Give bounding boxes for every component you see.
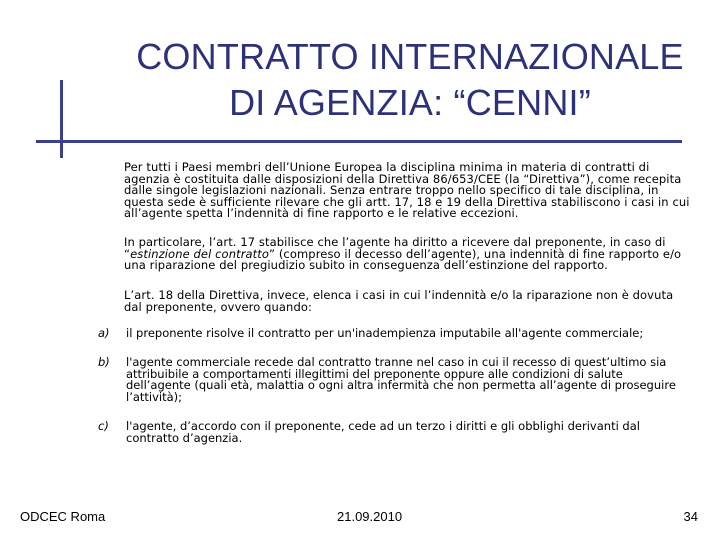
paragraph-art18: L’art. 18 della Direttiva, invece, elenca i casi in cui l’indennità e/o la riparazione non è dovuta dal preponente, ovvero quando: [124, 288, 674, 314]
title-line-2: DI AGENZIA: “CENNI” [229, 82, 591, 123]
list-item-marker: b) [98, 355, 110, 369]
paragraph-art17-text-2: ” (compreso il decesso dell’agente), una indennità di fine rapporto e/o una riparazione del pregiudizio subito in conseguenza dell’estinzione del rapporto. [124, 246, 682, 273]
list-item: il preponente risolve il contratto per un'inadempienza imputabile all'agente commerciale; [126, 326, 644, 340]
list-item-marker: a) [98, 326, 110, 340]
slide-title [100, 34, 720, 126]
footer-date: 21.09.2010 [337, 509, 403, 524]
list-item: l'agente, d’accordo con il preponente, cede ad un terzo i diritti e gli obblighi derivanti dal contratto d’agenzia. [126, 419, 640, 445]
horizontal-accent-line [36, 140, 682, 143]
paragraph-art17-emphasis: estinzione del contratto [130, 246, 270, 261]
paragraph-art17 [124, 237, 690, 272]
title-line-1: CONTRATTO INTERNAZIONALE [136, 36, 684, 77]
paragraph-directive: Per tutti i Paesi membri dell’Unione Europea la disciplina minima in materia di contratti di agenzia è costituita dalle disposizioni della Direttiva 86/653/CEE (la “Direttiva”), come recepita dalle singole legislazioni nazionali. Senza entrare troppo nello specifico di tale disciplina, in questa sede è sufficiente rilevare che gli artt. 17, 18 e 19 della Direttiva stabiliscono i casi in cui all’agente spetta l’indennità di fine rapporto e le relative eccezioni. [124, 160, 690, 221]
paragraph-art17-text-1: In particolare, l’art. 17 stabilisce che l’agente ha diritto a ricevere dal preponente, in caso di “ [124, 235, 666, 261]
vertical-accent-line [60, 80, 63, 158]
footer-page-number: 34 [683, 509, 698, 524]
footer-organization: ODCEC Roma [20, 509, 106, 524]
list-item: l'agente commerciale recede dal contratto tranne nel caso in cui il recesso di quest’ultimo sia attribuibile a comportamenti illegittimi del preponente oppure alle condizioni di salute dell’agente (quali età, malattia o ogni altra infermità che non permetta all’agente di proseguire l’attività); [126, 355, 676, 404]
list-item-marker: c) [98, 419, 109, 433]
